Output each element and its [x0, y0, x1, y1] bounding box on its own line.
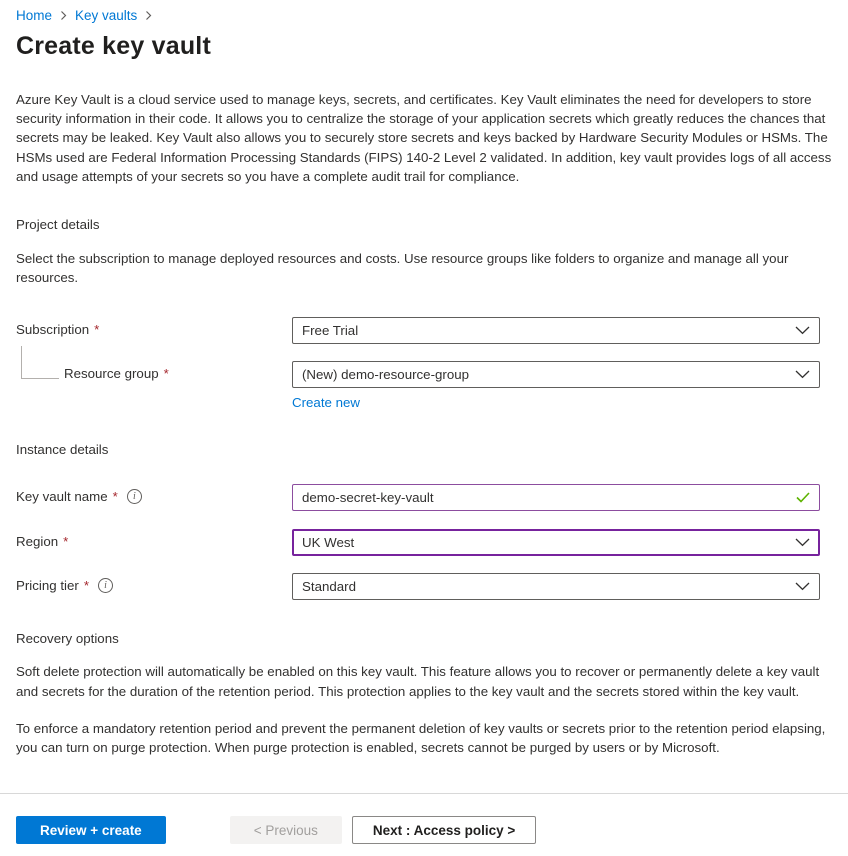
project-details-heading: Project details — [16, 217, 100, 233]
breadcrumb-link-home[interactable]: Home — [16, 8, 53, 23]
required-asterisk: * — [163, 366, 169, 382]
region-select[interactable] — [292, 529, 820, 556]
info-icon-glyph: i — [104, 579, 107, 591]
chevron-down-icon — [795, 370, 810, 379]
page-title: Create key vault — [16, 32, 211, 60]
required-asterisk: * — [94, 322, 100, 338]
region-value: UK West — [302, 535, 355, 551]
instance-details-heading: Instance details — [16, 442, 109, 458]
key-vault-name-label — [16, 484, 292, 504]
subscription-row — [16, 317, 832, 344]
resource-group-connector — [21, 346, 59, 379]
subscription-label — [16, 317, 292, 337]
breadcrumb-separator-icon — [59, 10, 68, 21]
valid-checkmark-icon — [796, 492, 810, 503]
next-access-policy-button[interactable]: Next : Access policy > — [352, 816, 536, 844]
info-icon[interactable] — [127, 489, 142, 504]
resource-group-select[interactable] — [292, 361, 820, 388]
chevron-down-icon — [795, 326, 810, 335]
required-asterisk: * — [63, 534, 69, 550]
required-asterisk: * — [83, 578, 89, 594]
key-vault-name-row — [16, 484, 832, 511]
region-label — [16, 529, 292, 549]
recovery-paragraph-1: Soft delete protection will automatically be enabled on this key vault. This feature allows you to recover or permanently delete a key vault and secrets for the duration of the retention period. This protection applies to the key vault and the secrets stored within the key vault. — [16, 664, 820, 699]
pricing-tier-label-text: Pricing tier — [16, 578, 79, 594]
key-vault-name-label-text: Key vault name — [16, 489, 108, 505]
recovery-options-heading: Recovery options — [16, 631, 119, 647]
pricing-tier-value: Standard — [302, 579, 356, 595]
review-create-button[interactable]: Review + create — [16, 816, 166, 844]
chevron-down-icon — [795, 538, 810, 547]
info-icon[interactable] — [98, 578, 113, 593]
resource-group-row — [16, 361, 832, 410]
required-asterisk: * — [112, 489, 118, 505]
recovery-paragraph-2: To enforce a mandatory retention period and prevent the permanent deletion of key vaults or secrets prior to the retention period elapsing, you can turn on purge protection. When purge protection is enabled, secrets cannot be purged by users or by Microsoft. — [16, 720, 826, 756]
pricing-tier-label — [16, 573, 292, 593]
subscription-label-text: Subscription — [16, 322, 90, 338]
create-new-link[interactable]: Create new — [292, 395, 360, 411]
subscription-select[interactable] — [292, 317, 820, 344]
breadcrumb — [0, 0, 848, 23]
previous-button[interactable]: < Previous — [230, 816, 342, 844]
footer-action-bar — [0, 793, 848, 856]
info-icon-glyph: i — [132, 490, 136, 502]
resource-group-value: (New) demo-resource-group — [302, 367, 470, 383]
key-vault-name-input[interactable] — [292, 484, 820, 511]
chevron-down-icon — [795, 582, 810, 591]
region-label-text: Region — [16, 534, 59, 550]
breadcrumb-link-key-vaults[interactable]: Key vaults — [75, 8, 138, 23]
key-vault-name-value: demo-secret-key-vault — [302, 490, 434, 506]
breadcrumb-separator-icon — [144, 10, 153, 21]
pricing-tier-select[interactable] — [292, 573, 820, 600]
pricing-tier-row — [16, 573, 832, 600]
project-details-description: Select the subscription to manage deployed resources and costs. Use resource groups like folders to organize and manage all your resources. — [16, 251, 789, 286]
subscription-value: Free Trial — [302, 323, 359, 339]
region-row — [16, 529, 832, 556]
resource-group-label-text: Resource group — [64, 366, 159, 382]
intro-paragraph: Azure Key Vault is a cloud service used to manage keys, secrets, and certificates. Key Vault eliminates the need for developers to store security information in their code. It allows you to centralize the storage of your application secrets which greatly reduces the chances that secrets may be leaked. Key Vault also allows you to securely store secrets and keys backed by Hardware Security Modules or HSMs. The HSMs used are Federal Information Processing Standards (FIPS) 140-2 Level 2 validated. In addition, key vault provides logs of all access and usage attempts of your secrets so you have a complete audit trail for compliance. — [16, 92, 832, 184]
